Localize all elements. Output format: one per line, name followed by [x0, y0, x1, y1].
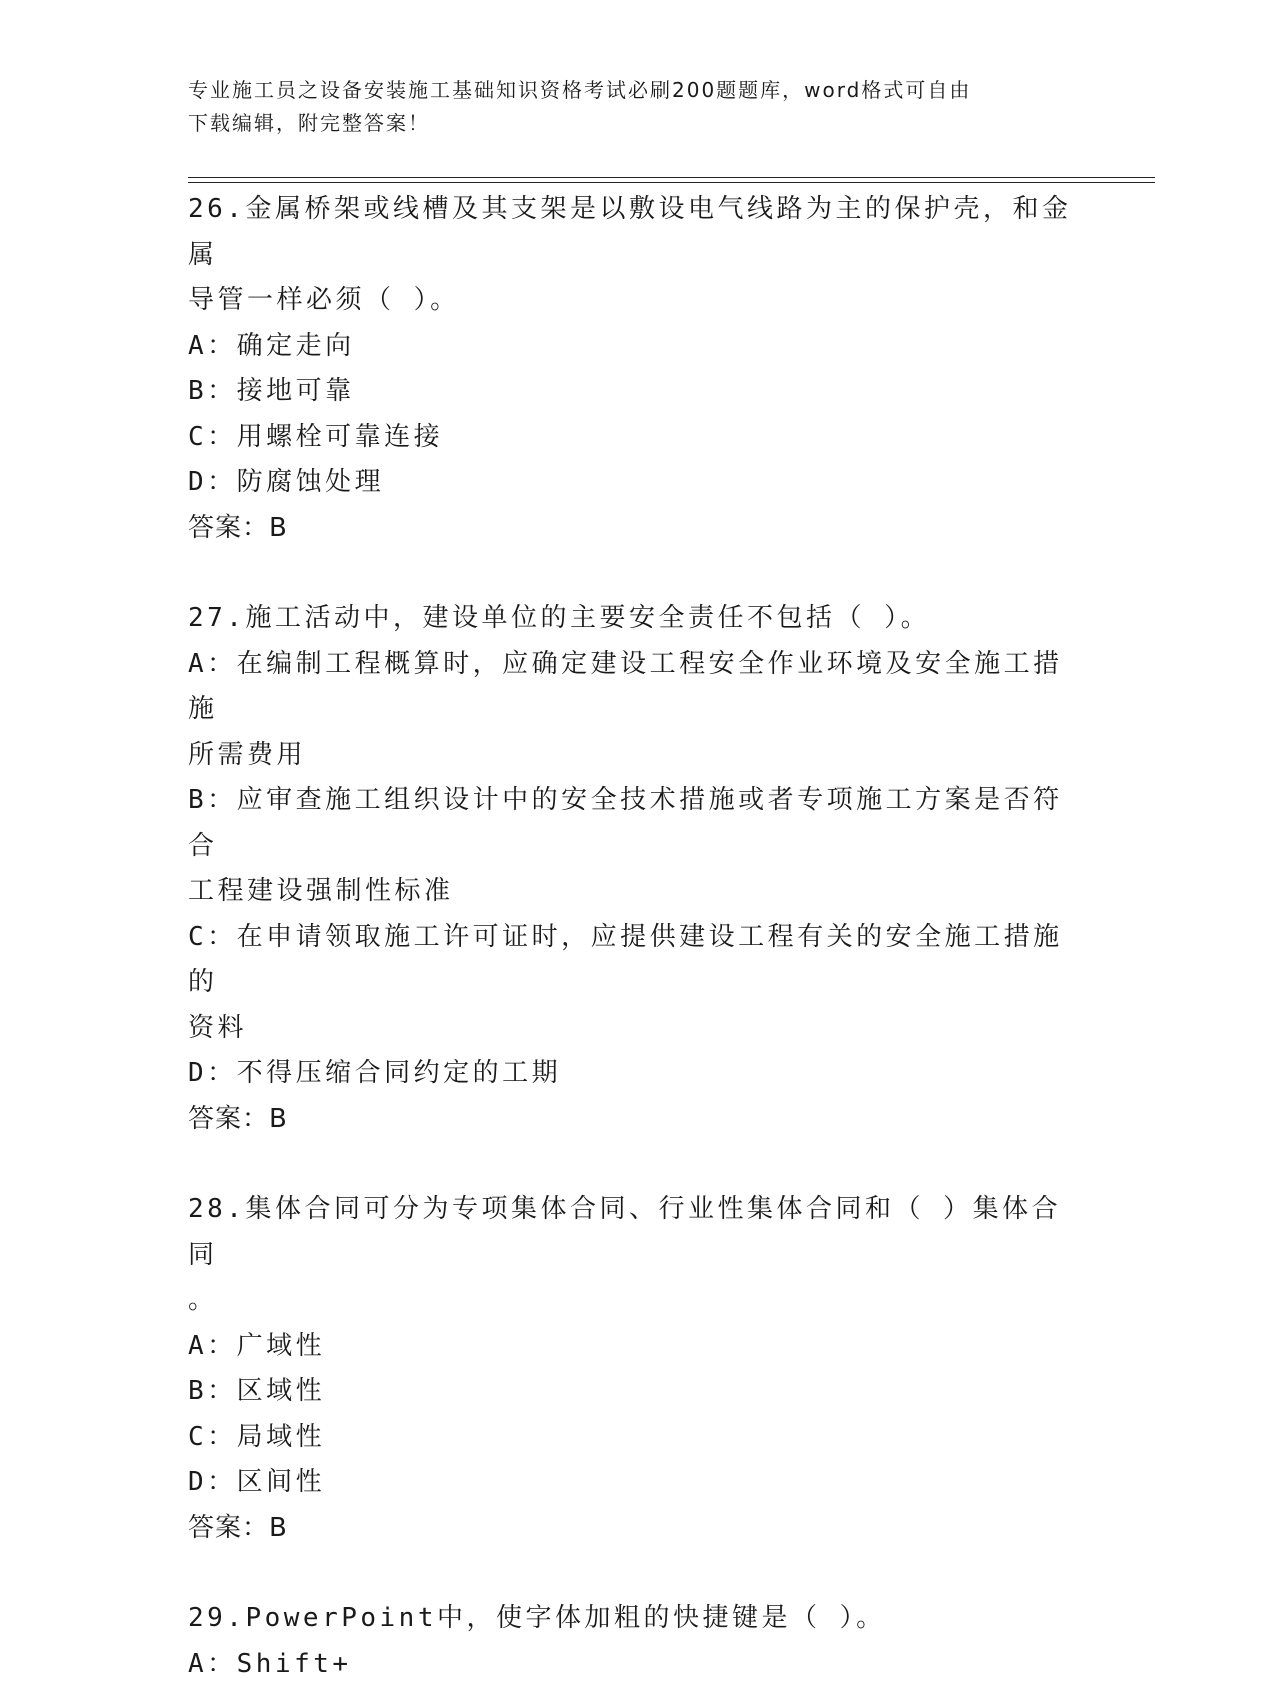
header-divider-bottom — [188, 182, 1155, 183]
answer-option-line: B：区域性 — [188, 1369, 1088, 1415]
question-block — [188, 596, 1088, 1142]
answer-option-line: C：在申请领取施工许可证时，应提供建设工程有关的安全施工措施的 — [188, 915, 1088, 1006]
question-stem-line: 28.集体合同可分为专项集体合同、行业性集体合同和（ ）集体合同 — [188, 1187, 1088, 1278]
answer-option-line: D：不得压缩合同约定的工期 — [188, 1051, 1088, 1097]
question-spacer — [188, 1142, 1088, 1187]
answer-key: 答案：B — [188, 1506, 1088, 1552]
question-list — [188, 187, 1088, 1687]
question-spacer — [188, 551, 1088, 596]
answer-option-line: B：接地可靠 — [188, 369, 1088, 415]
answer-key: 答案：B — [188, 506, 1088, 552]
answer-option-line: 所需费用 — [188, 733, 1088, 779]
answer-option-line: A：在编制工程概算时，应确定建设工程安全作业环境及安全施工措施 — [188, 642, 1088, 733]
header-line-2: 下载编辑，附完整答案！ — [188, 107, 1088, 140]
question-block — [188, 1596, 1088, 1687]
question-stem-line: 27.施工活动中，建设单位的主要安全责任不包括（ ）。 — [188, 596, 1088, 642]
question-stem-line: 29.PowerPoint中，使字体加粗的快捷键是（ ）。 — [188, 1596, 1088, 1642]
answer-key: 答案：B — [188, 1097, 1088, 1143]
question-block — [188, 1187, 1088, 1551]
answer-option-line: D：防腐蚀处理 — [188, 460, 1088, 506]
question-stem-line: 导管一样必须（ ）。 — [188, 278, 1088, 324]
document-header — [188, 74, 1088, 140]
answer-option-line: C：用螺栓可靠连接 — [188, 415, 1088, 461]
header-line-1: 专业施工员之设备安装施工基础知识资格考试必刷200题题库，word格式可自由 — [188, 74, 1088, 107]
answer-option-line: A：广域性 — [188, 1324, 1088, 1370]
answer-option-line: A：Shift+ — [188, 1642, 1088, 1687]
answer-option-line: D：区间性 — [188, 1460, 1088, 1506]
question-stem-line: 26.金属桥架或线槽及其支架是以敷设电气线路为主的保护壳，和金属 — [188, 187, 1088, 278]
header-divider-top — [188, 177, 1155, 178]
answer-option-line: A：确定走向 — [188, 324, 1088, 370]
answer-option-line: B：应审查施工组织设计中的安全技术措施或者专项施工方案是否符合 — [188, 778, 1088, 869]
answer-option-line: 资料 — [188, 1006, 1088, 1052]
question-block — [188, 187, 1088, 551]
question-stem-line: 。 — [188, 1278, 1088, 1324]
answer-option-line: C：局域性 — [188, 1415, 1088, 1461]
answer-option-line: 工程建设强制性标准 — [188, 869, 1088, 915]
question-spacer — [188, 1551, 1088, 1596]
